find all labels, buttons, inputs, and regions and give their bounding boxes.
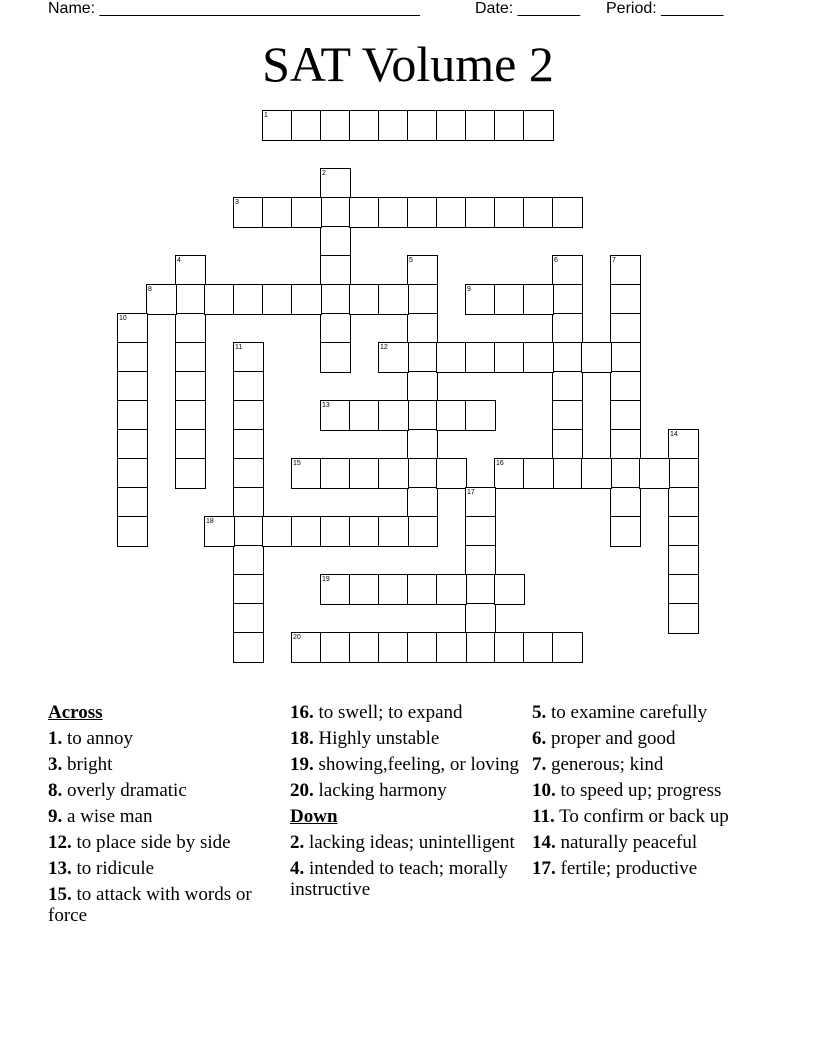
- grid-cell[interactable]: [233, 574, 264, 605]
- grid-cell[interactable]: [291, 110, 322, 141]
- grid-cell[interactable]: [349, 574, 380, 605]
- grid-cell[interactable]: [465, 110, 496, 141]
- grid-cell[interactable]: [552, 342, 583, 373]
- grid-cell[interactable]: [523, 632, 554, 663]
- grid-cell[interactable]: [610, 458, 641, 489]
- grid-cell[interactable]: [320, 226, 351, 257]
- grid-cell[interactable]: [175, 313, 206, 344]
- clue-number: 17: [467, 489, 475, 496]
- grid-cell[interactable]: [552, 429, 583, 460]
- clue-across-19: 19. showing,feeling, or loving: [290, 754, 520, 775]
- grid-cell[interactable]: [175, 284, 206, 315]
- grid-cell[interactable]: [610, 400, 641, 431]
- clue-down-10: 10. to speed up; progress: [532, 780, 722, 801]
- grid-cell[interactable]: [407, 400, 438, 431]
- grid-cell[interactable]: [204, 284, 235, 315]
- grid-cell[interactable]: [465, 342, 496, 373]
- grid-cell[interactable]: [349, 110, 380, 141]
- grid-cell[interactable]: [436, 400, 467, 431]
- grid-cell[interactable]: [233, 458, 264, 489]
- grid-cell[interactable]: [117, 516, 148, 547]
- clue-across-9: 9. a wise man: [48, 806, 153, 827]
- grid-cell[interactable]: [262, 284, 293, 315]
- grid-cell[interactable]: [233, 284, 264, 315]
- grid-cell[interactable]: [494, 110, 525, 141]
- grid-cell[interactable]: [175, 458, 206, 489]
- grid-cell[interactable]: [523, 458, 554, 489]
- grid-cell[interactable]: [117, 342, 148, 373]
- grid-cell[interactable]: [320, 458, 351, 489]
- clue-number: 3: [235, 199, 239, 206]
- grid-cell[interactable]: [117, 400, 148, 431]
- grid-cell[interactable]: [639, 458, 670, 489]
- grid-cell[interactable]: [175, 429, 206, 460]
- grid-cell[interactable]: [378, 516, 409, 547]
- clue-number: 1: [264, 112, 268, 119]
- grid-cell[interactable]: [465, 516, 496, 547]
- clue-down-4: 4. intended to teach; morally instructive: [290, 858, 508, 900]
- grid-cell[interactable]: [610, 516, 641, 547]
- grid-cell[interactable]: [552, 197, 583, 228]
- grid-cell[interactable]: [407, 197, 438, 228]
- clue-number: 13: [322, 402, 330, 409]
- clue-down-7: 7. generous; kind: [532, 754, 664, 775]
- grid-cell[interactable]: [233, 400, 264, 431]
- grid-cell[interactable]: [320, 197, 351, 228]
- grid-cell[interactable]: [552, 400, 583, 431]
- down-heading: Down: [290, 806, 338, 827]
- grid-cell[interactable]: [117, 458, 148, 489]
- grid-cell[interactable]: [378, 110, 409, 141]
- grid-cell[interactable]: [349, 197, 380, 228]
- grid-cell[interactable]: [320, 516, 351, 547]
- grid-cell[interactable]: [378, 284, 409, 315]
- grid-cell[interactable]: [436, 458, 467, 489]
- grid-cell[interactable]: [407, 632, 438, 663]
- grid-cell[interactable]: [436, 342, 467, 373]
- grid-cell[interactable]: [436, 632, 467, 663]
- clue-number: 7: [612, 257, 616, 264]
- grid-cell[interactable]: [436, 110, 467, 141]
- grid-cell[interactable]: [668, 603, 699, 634]
- grid-cell[interactable]: [610, 313, 641, 344]
- grid-cell[interactable]: [349, 284, 380, 315]
- grid-cell[interactable]: [668, 574, 699, 605]
- grid-cell[interactable]: [465, 197, 496, 228]
- grid-cell[interactable]: [117, 487, 148, 518]
- clue-number: 10: [119, 315, 127, 322]
- grid-cell[interactable]: [407, 516, 438, 547]
- clue-down-2: 2. lacking ideas; unintelligent: [290, 832, 515, 853]
- grid-cell[interactable]: [610, 342, 641, 373]
- grid-cell[interactable]: [494, 342, 525, 373]
- grid-cell[interactable]: [465, 632, 496, 663]
- grid-cell[interactable]: [436, 574, 467, 605]
- grid-cell[interactable]: [407, 371, 438, 402]
- clue-number: 9: [467, 286, 471, 293]
- grid-cell[interactable]: [581, 458, 612, 489]
- grid-cell[interactable]: [668, 458, 699, 489]
- clue-column-3: [532, 700, 762, 884]
- grid-cell[interactable]: [320, 342, 351, 373]
- clue-number: 4: [177, 257, 181, 264]
- clue-number: 16: [496, 460, 504, 467]
- clue-number: 8: [148, 286, 152, 293]
- grid-cell[interactable]: [407, 429, 438, 460]
- grid-cell[interactable]: [407, 284, 438, 315]
- clue-across-20: 20. lacking harmony: [290, 780, 447, 801]
- clue-column-2: [290, 700, 520, 905]
- grid-cell[interactable]: [581, 342, 612, 373]
- grid-cell[interactable]: [407, 458, 438, 489]
- grid-cell[interactable]: [552, 458, 583, 489]
- grid-cell[interactable]: [117, 429, 148, 460]
- grid-cell[interactable]: [494, 197, 525, 228]
- grid-cell[interactable]: [378, 458, 409, 489]
- grid-cell[interactable]: [291, 284, 322, 315]
- grid-cell[interactable]: [494, 632, 525, 663]
- grid-cell[interactable]: [349, 400, 380, 431]
- grid-cell[interactable]: [407, 313, 438, 344]
- grid-cell[interactable]: [523, 284, 554, 315]
- clue-across-15: 15. to attack with words or force: [48, 884, 252, 926]
- grid-cell[interactable]: [407, 574, 438, 605]
- grid-cell[interactable]: [378, 574, 409, 605]
- grid-cell[interactable]: [378, 197, 409, 228]
- grid-cell[interactable]: [465, 545, 496, 576]
- period-field[interactable]: Period: _______: [606, 0, 724, 17]
- grid-cell[interactable]: [175, 371, 206, 402]
- clue-number: 11: [235, 344, 243, 351]
- grid-cell[interactable]: [378, 400, 409, 431]
- grid-cell[interactable]: [523, 110, 554, 141]
- clue-number: 12: [380, 344, 388, 351]
- clue-down-11: 11. To confirm or back up: [532, 806, 729, 827]
- grid-cell[interactable]: [610, 371, 641, 402]
- grid-cell[interactable]: [233, 632, 264, 663]
- grid-cell[interactable]: [494, 284, 525, 315]
- grid-cell[interactable]: [523, 342, 554, 373]
- grid-cell[interactable]: [552, 632, 583, 663]
- grid-cell[interactable]: [175, 342, 206, 373]
- grid-cell[interactable]: [233, 371, 264, 402]
- grid-cell[interactable]: [117, 371, 148, 402]
- grid-cell[interactable]: [465, 574, 496, 605]
- grid-cell[interactable]: [465, 400, 496, 431]
- grid-cell[interactable]: [610, 429, 641, 460]
- grid-cell[interactable]: [610, 284, 641, 315]
- clue-number: 20: [293, 634, 301, 641]
- grid-cell[interactable]: [552, 313, 583, 344]
- grid-cell[interactable]: [233, 545, 264, 576]
- grid-cell[interactable]: [320, 313, 351, 344]
- grid-cell[interactable]: [552, 284, 583, 315]
- grid-cell[interactable]: [320, 110, 351, 141]
- clue-across-12: 12. to place side by side: [48, 832, 231, 853]
- grid-cell[interactable]: [233, 516, 264, 547]
- grid-cell[interactable]: [175, 400, 206, 431]
- grid-cell[interactable]: [552, 371, 583, 402]
- clue-number: 19: [322, 576, 330, 583]
- clue-across-18: 18. Highly unstable: [290, 728, 440, 749]
- clue-down-17: 17. fertile; productive: [532, 858, 698, 879]
- clue-across-3: 3. bright: [48, 754, 113, 775]
- clue-column-1: [48, 700, 278, 931]
- page-title: SAT Volume 2: [262, 36, 554, 92]
- grid-cell[interactable]: [349, 632, 380, 663]
- across-heading: Across: [48, 702, 103, 723]
- clue-down-5: 5. to examine carefully: [532, 702, 708, 723]
- clue-across-8: 8. overly dramatic: [48, 780, 187, 801]
- grid-cell[interactable]: [523, 197, 554, 228]
- grid-cell[interactable]: [407, 487, 438, 518]
- grid-cell[interactable]: [320, 284, 351, 315]
- clue-down-14: 14. naturally peaceful: [532, 832, 698, 853]
- grid-cell[interactable]: [233, 603, 264, 634]
- grid-cell[interactable]: [668, 545, 699, 576]
- grid-cell[interactable]: [320, 632, 351, 663]
- grid-cell[interactable]: [494, 574, 525, 605]
- grid-cell[interactable]: [436, 197, 467, 228]
- grid-cell[interactable]: [349, 458, 380, 489]
- grid-cell[interactable]: [407, 342, 438, 373]
- date-field[interactable]: Date: _______: [475, 0, 580, 17]
- grid-cell[interactable]: [465, 603, 496, 634]
- grid-cell[interactable]: [291, 516, 322, 547]
- grid-cell[interactable]: [262, 197, 293, 228]
- grid-cell[interactable]: [610, 487, 641, 518]
- grid-cell[interactable]: [668, 487, 699, 518]
- grid-cell[interactable]: [407, 110, 438, 141]
- clue-across-1: 1. to annoy: [48, 728, 133, 749]
- clue-number: 14: [670, 431, 678, 438]
- grid-cell[interactable]: [262, 516, 293, 547]
- clue-across-16: 16. to swell; to expand: [290, 702, 463, 723]
- clue-number: 6: [554, 257, 558, 264]
- clue-across-13: 13. to ridicule: [48, 858, 155, 879]
- grid-cell[interactable]: [291, 197, 322, 228]
- clue-number: 2: [322, 170, 326, 177]
- grid-cell[interactable]: [349, 516, 380, 547]
- clue-number: 18: [206, 518, 214, 525]
- clue-number: 15: [293, 460, 301, 467]
- grid-cell[interactable]: [668, 516, 699, 547]
- clue-down-6: 6. proper and good: [532, 728, 676, 749]
- grid-cell[interactable]: [320, 255, 351, 286]
- name-field[interactable]: Name: ____________________________________: [48, 0, 420, 17]
- grid-cell[interactable]: [378, 632, 409, 663]
- grid-cell[interactable]: [233, 487, 264, 518]
- clue-number: 5: [409, 257, 413, 264]
- grid-cell[interactable]: [233, 429, 264, 460]
